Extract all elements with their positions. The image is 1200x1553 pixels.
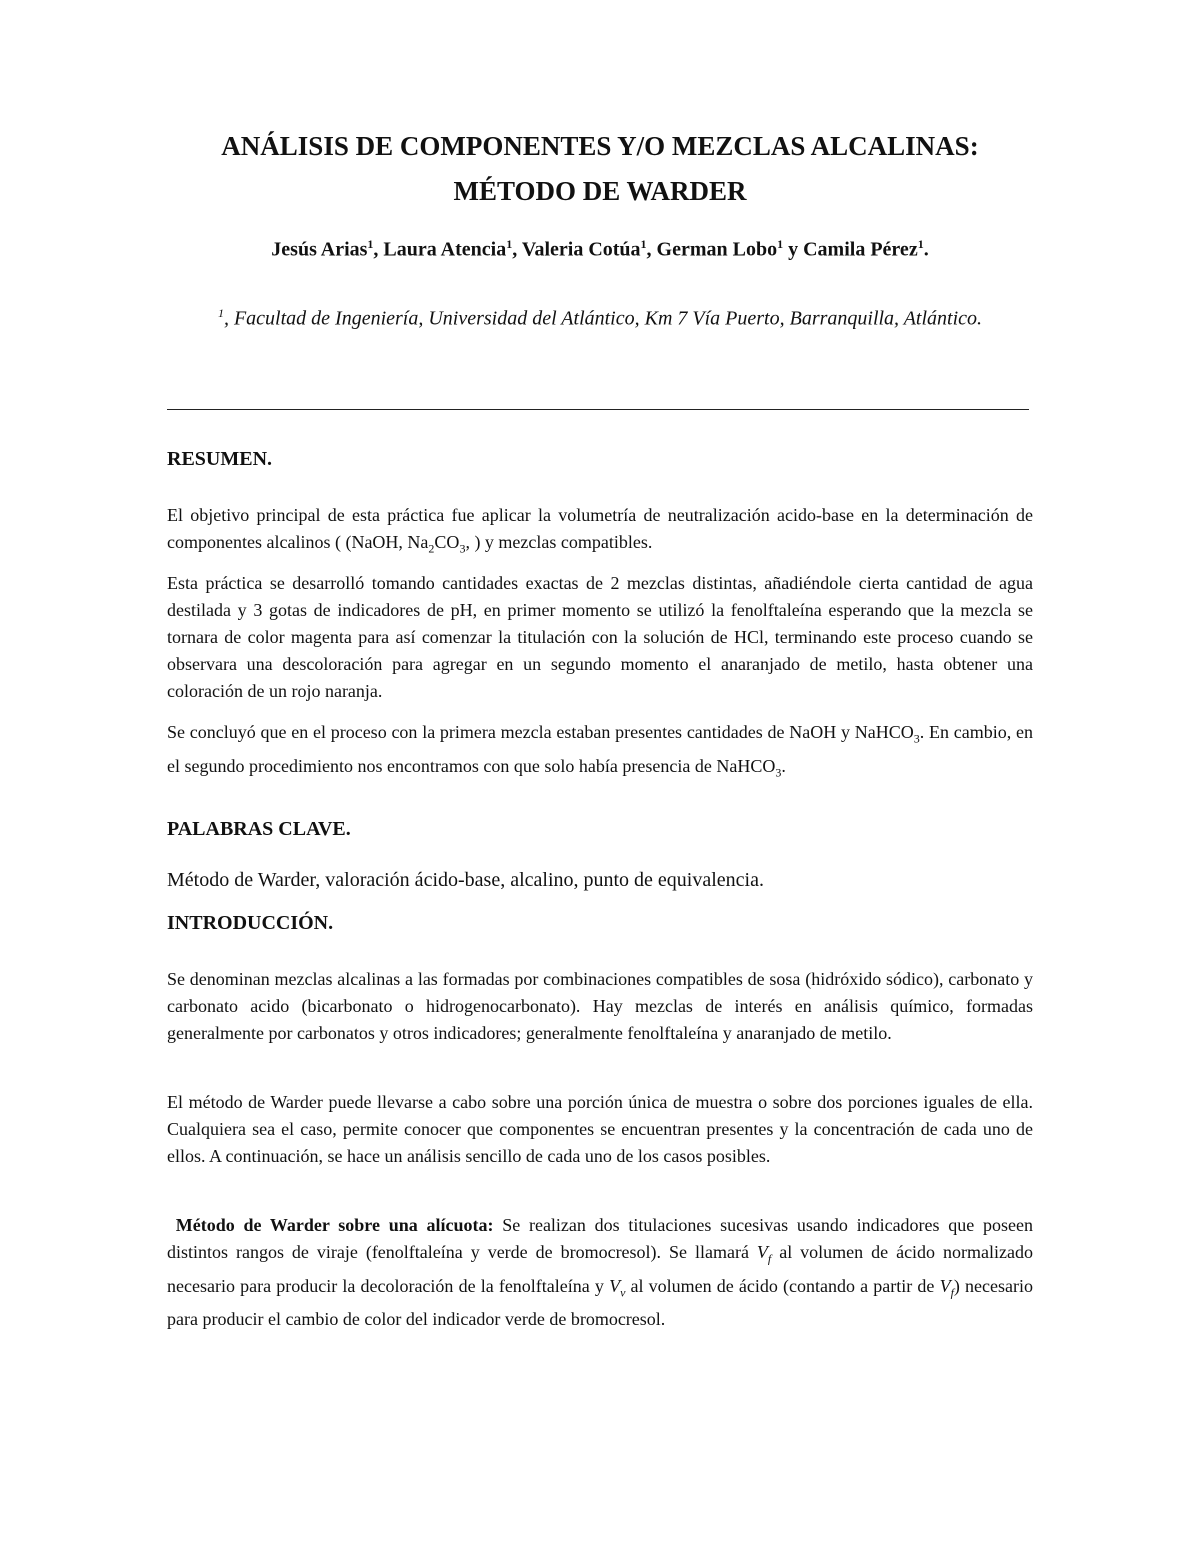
affiliation: $^1$, Facultad de Ingeniería, Universidad del Atlántico, Km 7 Vía Puerto, Barranquilla, Atlántico. xyxy=(217,306,983,330)
author-name: Laura Atencia xyxy=(383,238,507,261)
intro-paragraph-2: El método de Warder puede llevarse a cabo sobre una porción única de muestra o sobre dos porciones iguales de ella. Cualquiera sea el caso, permite conocer que componentes se encuentran presentes y la concentración de cada uno de ellos. A continuación, se hace un análisis sencillo de cada uno de los casos posibles. xyxy=(167,1092,1033,1166)
title-line-2: MÉTODO DE WARDER xyxy=(453,176,747,206)
resumen-paragraph-2: Esta práctica se desarrolló tomando cantidades exactas de 2 mezclas distintas, añadiéndole cierta cantidad de agua destilada y 3 gotas de indicadores de pH, en primer momento se utilizó la fenolftaleína esperando que la mezcla se tornara de color magenta para así comenzar la titulación con la solución de HCl, terminando este proceso cuando se observara una descoloración para agregar en un segundo momento el anaranjado de metilo, hasta obtener una coloración de un rojo naranja. xyxy=(167,573,1033,701)
heading-palabras-clave: PALABRAS CLAVE. xyxy=(167,818,351,840)
keywords-text: Método de Warder, valoración ácido-base, alcalino, punto de equivalencia. xyxy=(167,869,764,891)
author-name: Valeria Cotúa xyxy=(521,238,641,261)
affiliation-text: , Facultad de Ingeniería, Universidad del Atlántico, Km 7 Vía Puerto, Barranquilla, Atlántico. xyxy=(223,307,983,330)
author-name: Camila Pérez xyxy=(803,238,918,261)
document-title xyxy=(0,124,1200,214)
heading-introduccion: INTRODUCCIÓN. xyxy=(167,912,334,934)
intro-paragraph-1: Se denominan mezclas alcalinas a las formadas por combinaciones compatibles de sosa (hidróxido sódico), carbonato y carbonato acido (bicarbonato o hidrogenocarbonato). Hay mezclas de interés en análisis químico, formadas generalmente por carbonatos y otros indicadores; generalmente fenolftaleína y anaranjado de metilo. xyxy=(167,969,1033,1043)
section-divider xyxy=(167,409,1029,410)
author-name: German Lobo xyxy=(656,238,778,261)
title-line-1: ANÁLISIS DE COMPONENTES Y/O MEZCLAS ALCALINAS: xyxy=(221,131,979,161)
author-name: Jesús Arias xyxy=(271,238,368,261)
method-label: Método de Warder sobre una alícuota: xyxy=(175,1215,494,1235)
heading-resumen: RESUMEN. xyxy=(167,448,273,470)
intro-paragraph-3: Método de Warder sobre una alícuota: Se realizan dos titulaciones sucesivas usando indicadores que poseen distintos rangos de viraje (fenolftaleína y verde de bromocresol). Se llamará $V_f$ al volumen de ácido normalizado necesario para producir la decoloración de la fenolftaleína y $V_v$ al volumen de ácido (contando a partir de $V_f$) necesario para producir el cambio de color del indicador verde de bromocresol. xyxy=(167,1215,1034,1330)
author-list: Jesús Arias$^1$, Laura Atencia$^1$, Valeria Cotúa$^1$, German Lobo$^1$ y Camila Pérez$^1$. xyxy=(271,237,929,261)
resumen-paragraph-3: Se concluyó que en el proceso con la primera mezcla estaban presentes cantidades de NaOH y NaHCO$_3$. En cambio, en el segundo procedimiento nos encontramos con que solo había presencia de NaHCO$_3$. xyxy=(167,722,1033,780)
resumen-paragraph-1: El objetivo principal de esta práctica fue aplicar la volumetría de neutralización acido-base en la determinación de componentes alcalinos ( (NaOH, $Na_2CO_3$, ) y mezclas compatibles. xyxy=(167,505,1033,556)
